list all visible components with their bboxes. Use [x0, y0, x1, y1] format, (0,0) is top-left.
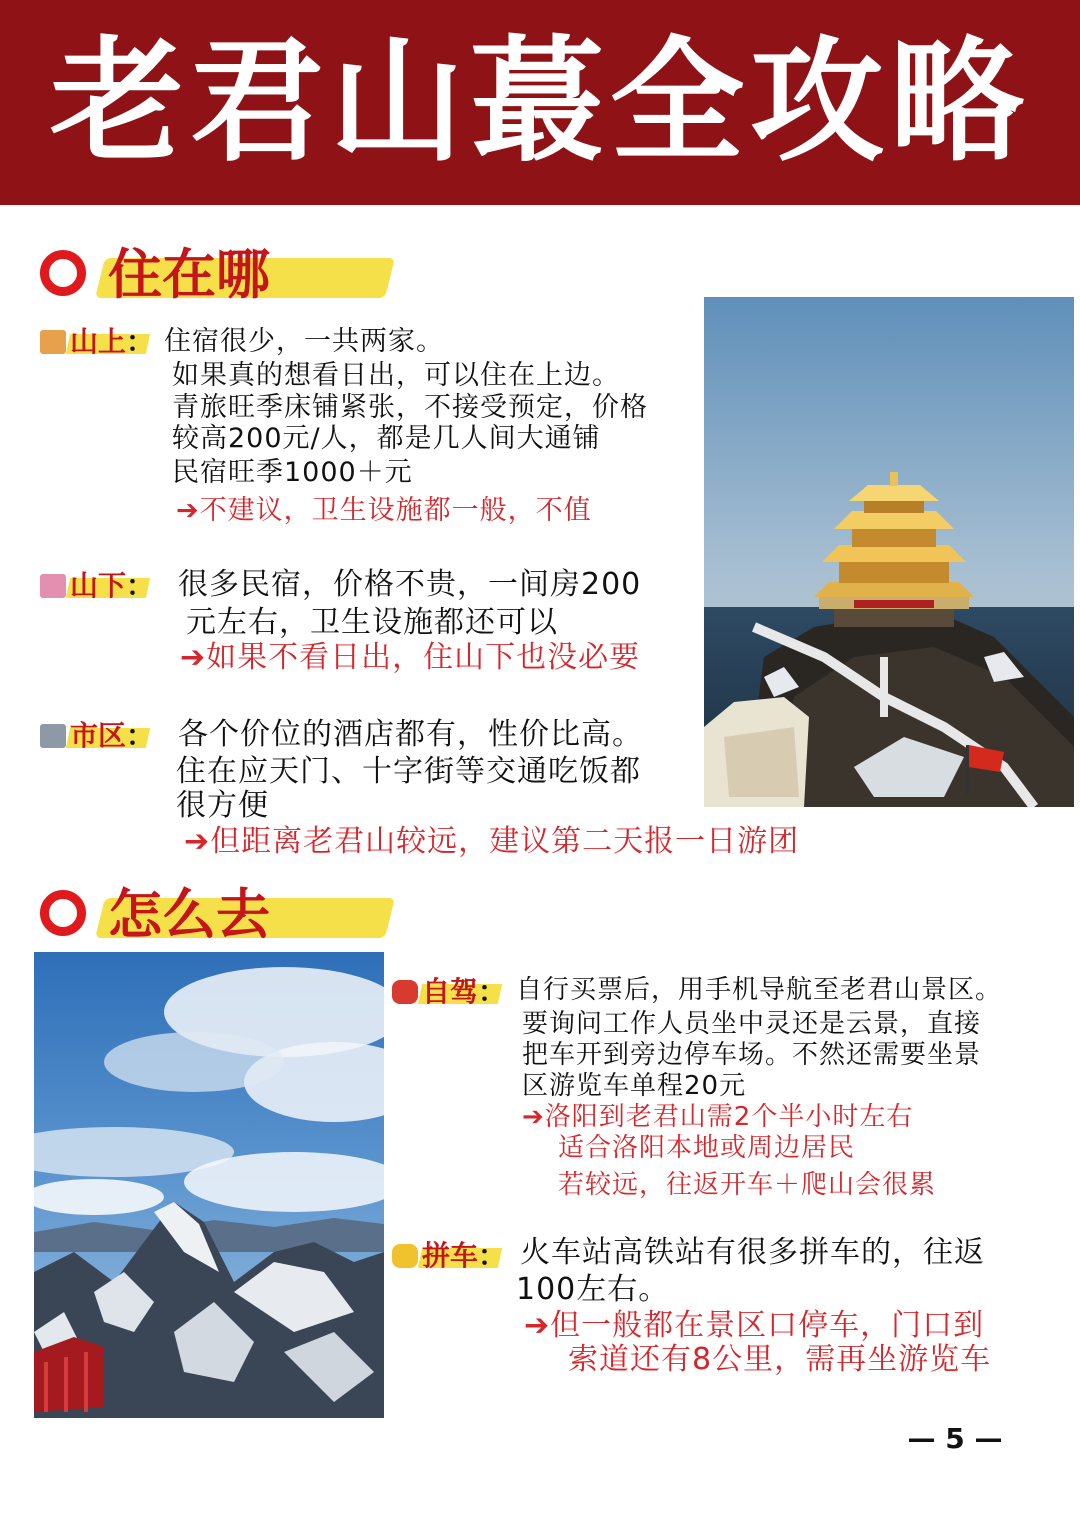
red-circle-icon: [40, 250, 86, 296]
red-circle-icon: [40, 890, 86, 936]
hotel-icon: [40, 574, 66, 598]
header-banner: [0, 0, 1080, 205]
entry-label-wrap: [422, 974, 506, 1010]
entry-line: 住宿很少，一共两家。: [164, 326, 444, 357]
entry-label: 市区：: [70, 719, 155, 752]
temple-illustration: [704, 297, 1074, 807]
entry-line: 民宿旺季1000＋元: [172, 457, 413, 488]
entry-line: 青旅旺季床铺紧张，不接受预定，价格: [172, 392, 648, 423]
entry-note: 适合洛阳本地或周边居民: [558, 1133, 856, 1163]
entry-line: 把车开到旁边停车场。不然还需要坐景: [522, 1040, 982, 1070]
arrow-icon: ➔: [184, 824, 211, 859]
entry-line: 很多民宿，价格不贵，一间房200: [178, 567, 642, 602]
entry-line: 火车站高铁站有很多拼车的，往返: [520, 1235, 985, 1270]
entry-label: 山下：: [70, 569, 155, 602]
page-title: 老君山蕞全攻略: [49, 24, 1030, 180]
section-title: 怎么去: [108, 883, 270, 946]
entry-note: 若较远，往返开车＋爬山会很累: [558, 1170, 937, 1200]
entry-label-wrap: [422, 1238, 506, 1274]
entry-line: 区游览车单程20元: [522, 1071, 747, 1101]
mountain-illustration: [34, 952, 384, 1418]
entry-line: 要询问工作人员坐中灵还是云景，直接: [522, 1009, 982, 1039]
taxi-icon: [392, 1244, 418, 1268]
arrow-icon: ➔: [176, 495, 200, 526]
entry-line: 很方便: [176, 788, 269, 823]
section-heading-where-to-stay: [40, 244, 400, 314]
entry-note: ➔洛阳到老君山需2个半小时左右: [522, 1102, 914, 1132]
entry-line: 住在应天门、十字街等交通吃饭都: [176, 754, 641, 789]
section-title: 住在哪: [108, 243, 270, 306]
entry-line: 各个价位的酒店都有，性价比高。: [178, 717, 643, 752]
entry-note: ➔但一般都在景区口停车，门口到: [524, 1308, 985, 1343]
office-building-icon: [40, 724, 66, 748]
entry-note: ➔不建议，卫生设施都一般，不值: [176, 495, 592, 526]
entry-label: 自驾：: [422, 975, 507, 1008]
section-heading-how-to-get-there: [40, 884, 400, 954]
mountain-photo: [34, 952, 384, 1418]
car-icon: [392, 980, 418, 1004]
arrow-icon: ➔: [524, 1308, 551, 1343]
entry-note: 索道还有8公里，需再坐游览车: [568, 1342, 992, 1377]
entry-label: 山上：: [70, 325, 155, 358]
page-number: — 5 —: [907, 1422, 1003, 1455]
entry-line: 元左右，卫生设施都还可以: [186, 605, 558, 640]
house-icon: [40, 330, 66, 354]
temple-photo: [704, 297, 1074, 807]
entry-line: 如果真的想看日出，可以住在上边。: [172, 360, 620, 391]
entry-label-wrap: [70, 324, 154, 360]
entry-line: 100左右。: [516, 1272, 670, 1307]
entry-label: 拼车：: [422, 1239, 507, 1272]
arrow-icon: ➔: [180, 640, 207, 675]
entry-line: 较高200元/人，都是几人间大通铺: [172, 423, 601, 454]
entry-label-wrap: [70, 568, 154, 604]
entry-line: 自行买票后，用手机导航至老君山景区。: [516, 975, 1003, 1005]
entry-label-wrap: [70, 718, 154, 754]
entry-note: ➔但距离老君山较远，建议第二天报一日游团: [184, 824, 800, 859]
arrow-icon: ➔: [522, 1102, 545, 1132]
entry-note: ➔如果不看日出，住山下也没必要: [180, 640, 641, 675]
